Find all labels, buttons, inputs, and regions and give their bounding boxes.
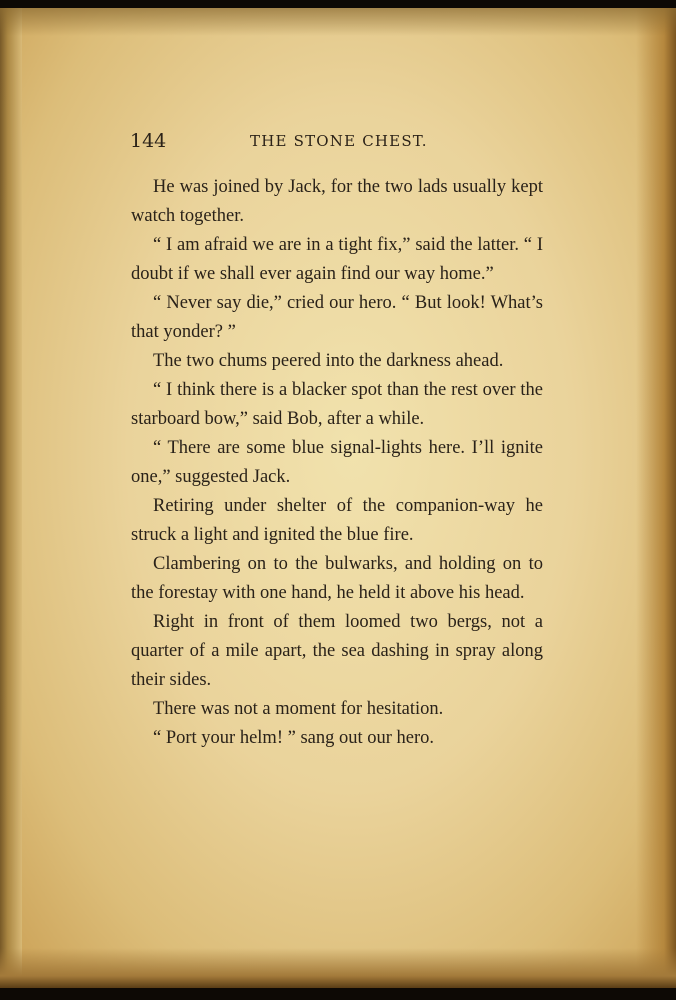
- paragraph: Retiring under shelter of the companion-way he struck a light and ignited the blue fire.: [131, 496, 543, 545]
- paragraph: Clambering on to the bulwarks, and holding on to the forestay with one hand, he held it above his head.: [131, 554, 543, 603]
- paragraph: The two chums peered into the darkness ahead.: [153, 351, 504, 371]
- paragraph: “ I am afraid we are in a tight fix,” said the latter. “ I doubt if we shall ever again find our way home.”: [131, 235, 543, 284]
- running-title: THE STONE CHEST.: [250, 132, 428, 150]
- paragraph: He was joined by Jack, for the two lads usually kept watch together.: [131, 177, 543, 226]
- body-text: [131, 173, 543, 753]
- paragraph: “ There are some blue signal-lights here. I’ll ignite one,” suggested Jack.: [131, 438, 543, 487]
- paragraph: “ I think there is a blacker spot than the rest over the starboard bow,” said Bob, after a while.: [131, 380, 543, 429]
- page-shadow-right: [636, 8, 676, 988]
- page-shadow-bottom: [0, 948, 676, 988]
- page-number: 144: [130, 130, 167, 152]
- paragraph: “ Port your helm! ” sang out our hero.: [153, 728, 435, 748]
- paragraph: There was not a moment for hesitation.: [153, 699, 444, 719]
- paragraph: Right in front of them loomed two bergs, not a quarter of a mile apart, the sea dashing in spray along their sides.: [131, 612, 543, 690]
- book-page: [0, 8, 676, 988]
- page-header: [130, 130, 544, 154]
- paragraph: “ Never say die,” cried our hero. “ But look! What’s that yonder? ”: [131, 293, 543, 342]
